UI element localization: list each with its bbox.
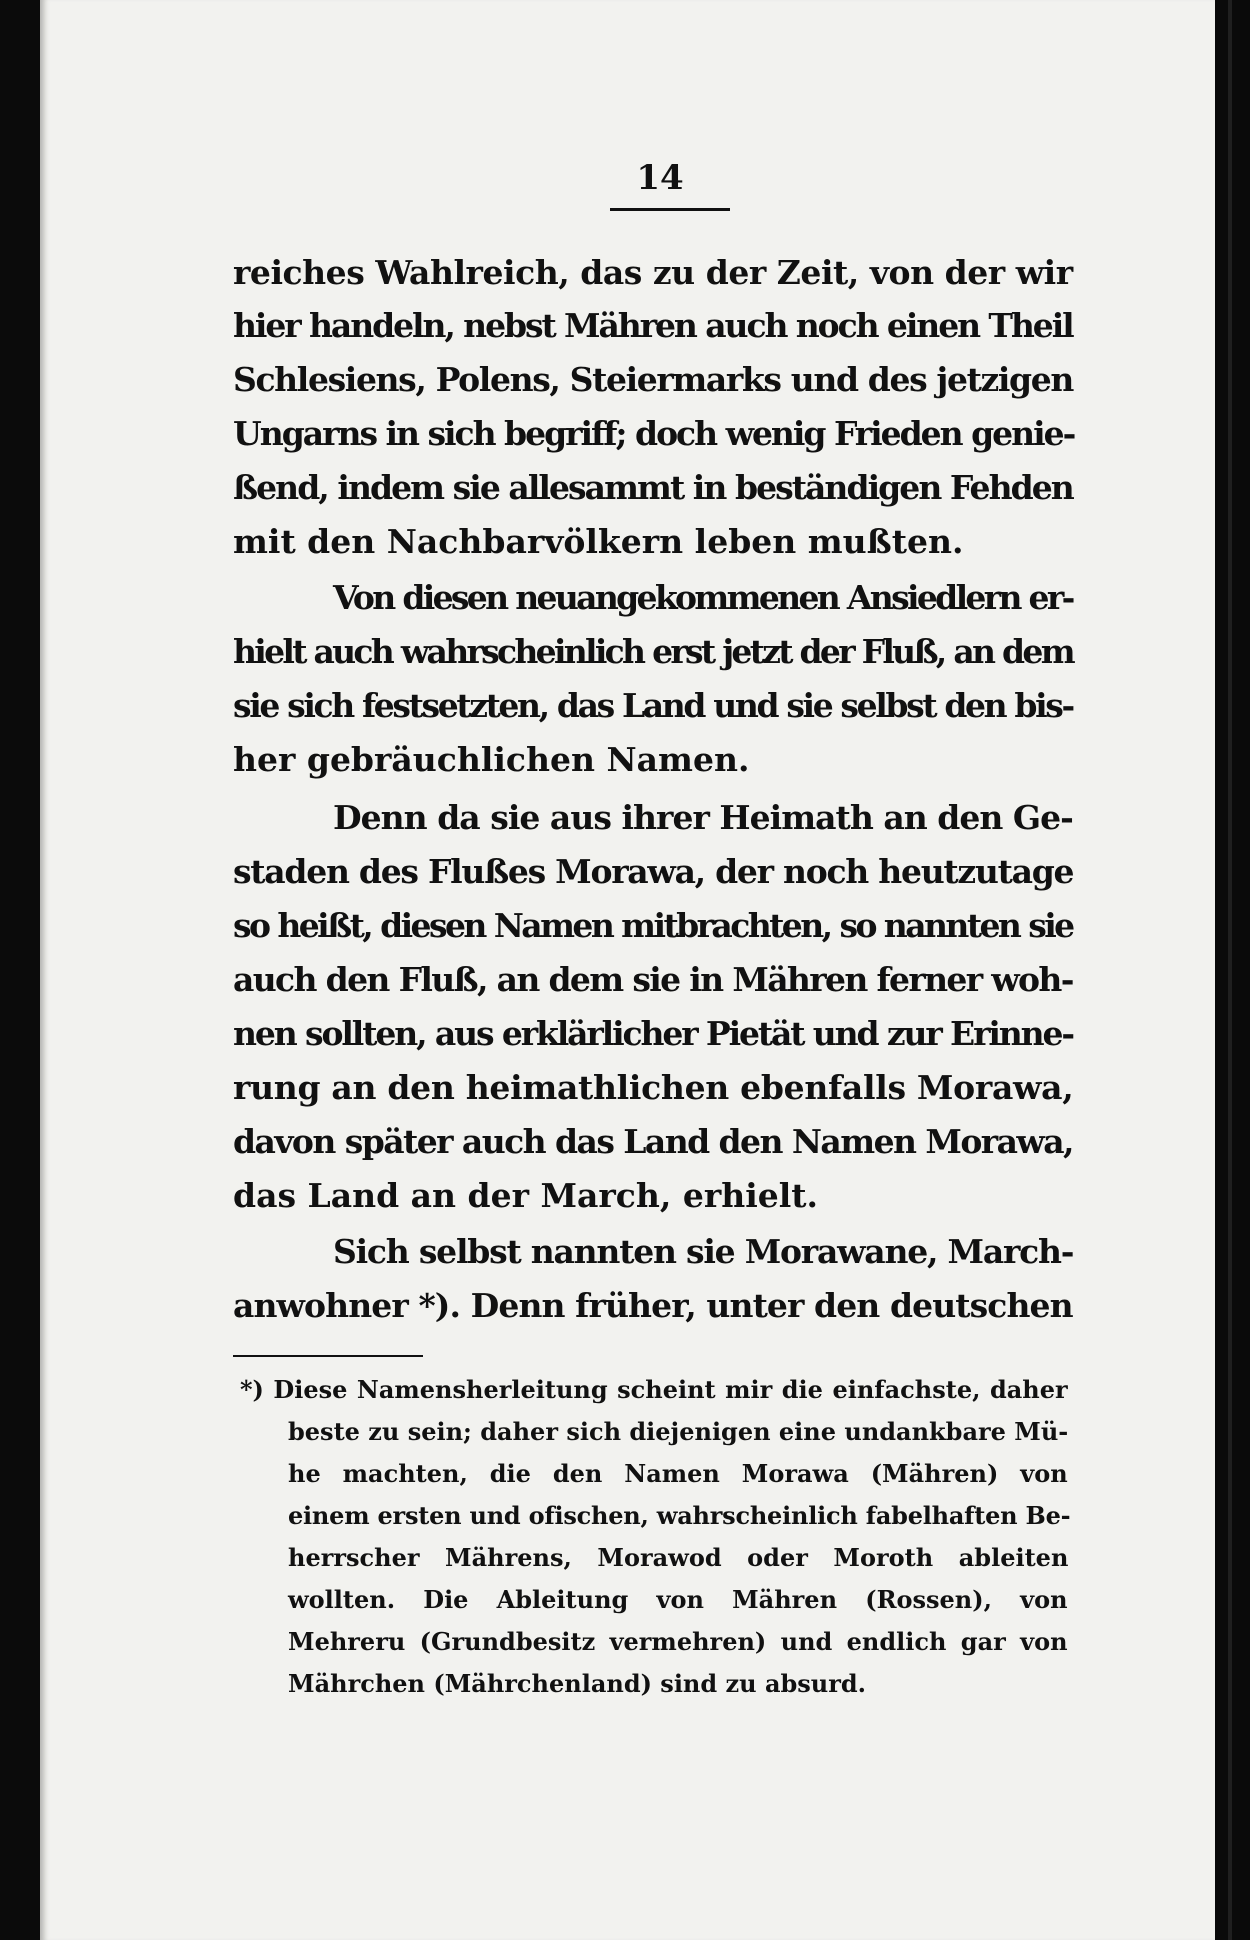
footnote-line: Mährchen (Mährchenland) sind zu absurd. [288,1669,867,1698]
footnote-line: herrscher Mährens, Morawod oder Moroth ableiten [288,1543,1069,1572]
page-number-rule [610,208,730,211]
body-line: auch den Fluß, an dem sie in Mähren ferner woh- [233,960,1073,999]
footnote-rule [233,1355,423,1357]
body-line: mit den Nachbarvölkern leben mußten. [233,522,964,561]
footnote-line: einem ersten und ofischen, wahrscheinlich fabelhaften Be- [288,1501,1071,1530]
body-line: davon später auch das Land den Namen Morawa, [233,1122,1073,1161]
body-line: rung an den heimathlichen ebenfalls Morawa, [233,1068,1074,1107]
body-line: Von diesen neuangekommenen Ansiedlern er- [333,578,1073,617]
body-line: Sich selbst nannten sie Morawane, March- [333,1232,1074,1271]
body-line: Ungarns in sich begriff; doch wenig Frieden genie- [233,414,1075,453]
body-line: Schlesiens, Polens, Steiermarks und des jetzigen [233,360,1073,399]
body-line: sie sich festsetzten, das Land und sie selbst den bis- [233,686,1073,725]
body-line: hier handeln, nebst Mähren auch noch einen Theil [233,306,1073,345]
footnote-line: Mehreru (Grundbesitz vermehren) und endlich gar von [288,1627,1068,1656]
body-line: das Land an der March, erhielt. [233,1176,819,1215]
body-line: nen sollten, aus erklärlicher Pietät und zur Erinne- [233,1014,1073,1053]
footnote-line: *) Diese Namensherleitung scheint mir die einfachste, daher [240,1375,1068,1404]
body-line: so heißt, diesen Namen mitbrachten, so nannten sie [233,906,1073,945]
body-line: anwohner *). Denn früher, unter den deutschen [233,1286,1073,1325]
footnote-line: he machten, die den Namen Morawa (Mähren) von [288,1459,1068,1488]
body-line: ßend, indem sie allesammt in beständigen Fehden [233,468,1073,507]
body-line: Denn da sie aus ihrer Heimath an den Ge- [333,798,1073,837]
body-line: staden des Flußes Morawa, der noch heutzutage [233,852,1074,891]
body-line: her gebräuchlichen Namen. [233,740,750,779]
body-line: hielt auch wahrscheinlich erst jetzt der Fluß, an dem [233,632,1073,671]
facing-page-edge [1215,0,1250,1940]
page-number: 14 [636,158,684,198]
body-line: reiches Wahlreich, das zu der Zeit, von der wir [233,253,1073,292]
footnote-line: beste zu sein; daher sich diejenigen eine undankbare Mü- [288,1417,1069,1446]
binding-line [1228,0,1232,1940]
footnote-line: wollten. Die Ableitung von Mähren (Rossen), von [288,1585,1068,1614]
